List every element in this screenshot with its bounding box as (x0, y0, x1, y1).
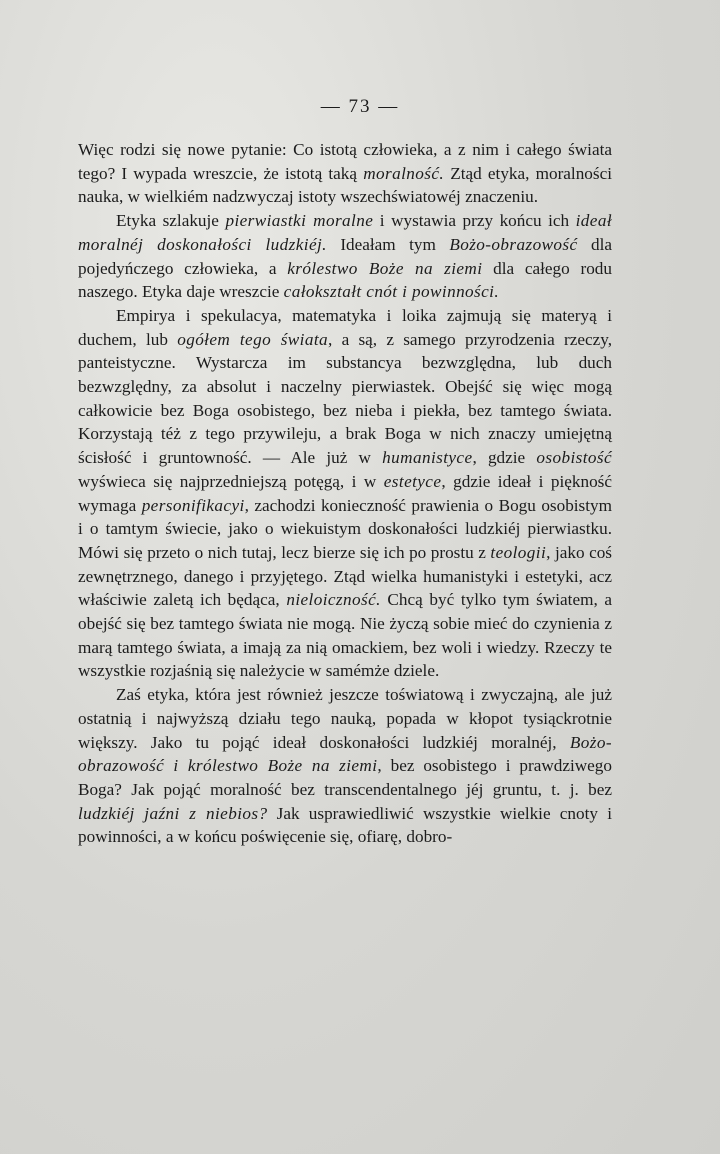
text-run: Empirya i spekulacya, matematyka i loika zajmują się materyą i duchem, lub (78, 305, 612, 349)
text-run: , jako coś zewnętrznego, danego i przyjętego. Ztąd wielka humanistyki i estetyki, acz właściwie zaletą ich będąca, (78, 542, 612, 610)
text-run: Jak usprawiedliwić wszystkie wielkie cnoty i powinności, a w końcu poświęcenie się, ofiarę, dobro- (78, 803, 612, 847)
italic-phrase: moralność. (363, 163, 445, 183)
text-run: Chcą być tylko tym światem, a obejść się bez tamtego świata nie mogą. Nie życzą sobie mieć do czynienia z marą tamtego świata, a imają za nią omackiem, bez woli i wiedzy. Rzeczy te wszystkie rozjaśnią się należycie w samémże dziele. (78, 590, 612, 681)
body-text (78, 138, 612, 849)
text-run: , gdzie (472, 448, 537, 468)
text-run: Etyka szlakuje (116, 211, 226, 231)
paragraph (78, 209, 612, 304)
paragraph (78, 304, 612, 683)
text-run: , zachodzi konieczność prawienia o Bogu osobistym i o tamtym świecie, jako o wiekuistym doskonałości ludzkiéj pierwiastku. Mówi się przeto o nich tutaj, lecz bierze się ich po prostu z (78, 495, 612, 562)
text-run: Ideałam tym (326, 234, 450, 254)
text-run: , bez osobistego i prawdziwego Boga? Jak pojąć moralność bez transcendentalnego jéj gruntu, t. j. bez (78, 756, 612, 799)
paragraph (78, 683, 612, 849)
italic-phrase: królestwo Boże na ziemi (287, 258, 483, 278)
italic-phrase: ideał moralnéj doskonałości ludzkiéj. (78, 211, 612, 254)
paragraph (78, 138, 612, 209)
italic-phrase: ogółem tego świata (177, 329, 329, 349)
italic-phrase: teologii (490, 542, 547, 562)
text-run: dla pojedyńczego człowieka, a (78, 234, 612, 278)
italic-phrase: Bożo-obrazowość (449, 234, 578, 254)
italic-phrase: ludzkiéj jaźni z niebios? (78, 803, 268, 823)
text-run: Zaś etyka, która jest również jeszcze toświatową i zwyczajną, ale już ostatnią i najwyższą działu tego nauką, popada w kłopot tysiąckrotnie większy. Jako tu pojąć ideał doskonałości ludzkiéj moralnéj, (78, 685, 612, 752)
italic-phrase: Bożo-obrazowość i królestwo Boże na ziemi (78, 732, 612, 776)
italic-phrase: estetyce (383, 471, 442, 491)
text-run: wyświeca się najprzedniejszą potęgą, i w (78, 471, 384, 491)
text-run: i wystawia przy końcu ich (373, 211, 576, 231)
italic-phrase: personifikacyi (141, 495, 245, 515)
italic-phrase: pierwiastki moralne (225, 211, 374, 231)
text-run: Więc rodzi się nowe pytanie: Co istotą człowieka, a z nim i całego świata tego? I wypada wreszcie, że istotą taką (78, 140, 612, 183)
italic-phrase: nieloiczność. (286, 590, 381, 610)
text-run: , gdzie ideał i piękność wymaga (78, 471, 612, 515)
page-number: — 73 — (320, 96, 400, 117)
italic-phrase: osobistość (536, 448, 612, 468)
italic-phrase: humanistyce (382, 448, 473, 468)
text-run: dla całego rodu naszego. Etyka daje wreszcie (78, 258, 612, 302)
text-run: Ztąd etyka, moralności nauka, w wielkiém nadzwyczaj istoty wszechświatowéj znaczeniu. (78, 163, 612, 207)
text-run: , a są, z samego przyrodzenia rzeczy, panteistyczne. Wystarcza im substancya bezwzględna, lub duch bezwzględny, za absolut i naczelny pierwiastek. Obejść się więc mogą całkowicie bez Boga osobistego, bez nieba i piekła, bez tamtego świata. Korzystają téż z tego przywileju, a brak Boga w nich znaczy umiejętną ścisłość i gruntowność. — Ale już w (78, 329, 612, 468)
italic-phrase: całokształt cnót i powinności. (283, 282, 500, 302)
